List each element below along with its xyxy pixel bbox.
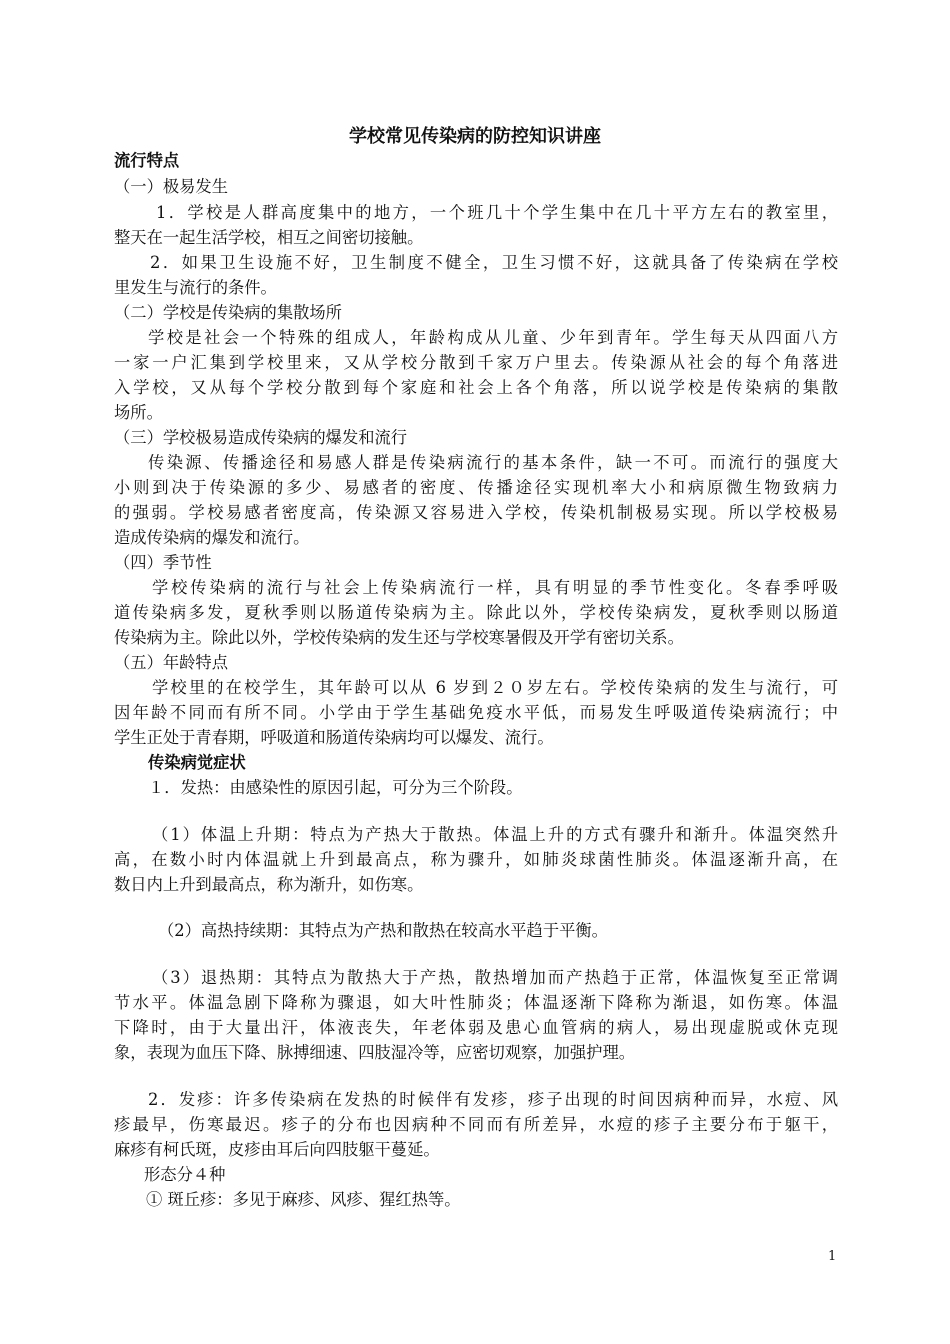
paragraph-line: ① 斑丘疹：多见于麻疹、风疹、猩红热等。	[146, 1190, 461, 1209]
paragraph-line: 小则到决于传染源的多少、易感者的密度、传播途径实现机率大小和病原微生物致病力	[114, 478, 838, 497]
page-number: 1	[828, 1249, 837, 1264]
paragraph-line: 里发生与流行的条件。	[114, 278, 277, 297]
paragraph-line: 场所。	[114, 403, 163, 422]
paragraph-line: 下降时，由于大量出汗，体液丧失，年老体弱及患心血管病的病人，易出现虚脱或休克现	[114, 1018, 838, 1037]
subheading: （五）年龄特点	[114, 653, 228, 672]
paragraph-line: 2．如果卫生设施不好，卫生制度不健全，卫生习惯不好，这就具备了传染病在学校	[150, 253, 838, 272]
section-heading: 流行特点	[114, 151, 180, 170]
paragraph-line: 传染病为主。除此以外，学校传染病的发生还与学校寒暑假及开学有密切关系。	[114, 628, 684, 647]
subheading: （四）季节性	[114, 553, 212, 572]
paragraph-line: （3）退热期：其特点为散热大于产热，散热增加而产热趋于正常，体温恢复至正常调	[152, 968, 838, 987]
paragraph-line: 学校传染病的流行与社会上传染病流行一样，具有明显的季节性变化。冬春季呼吸	[152, 578, 838, 597]
document-title: 学校常见传染病的防控知识讲座	[349, 126, 601, 147]
paragraph-line: 入学校，又从每个学校分散到每个家庭和社会上各个角落，所以说学校是传染病的集散	[114, 378, 838, 397]
paragraph-line: 学校是社会一个特殊的组成人，年龄构成从儿童、少年到青年。学生每天从四面八方	[148, 328, 838, 347]
subheading: （二）学校是传染病的集散场所	[114, 303, 342, 322]
paragraph-line: 象，表现为血压下降、脉搏细速、四肢湿冷等，应密切观察，加强护理。	[114, 1043, 636, 1062]
paragraph-line: 的强弱。学校易感者密度高，传染源又容易进入学校，传染机制极易实现。所以学校极易	[114, 503, 838, 522]
paragraph-line: （1）体温上升期：特点为产热大于散热。体温上升的方式有骤升和渐升。体温突然升	[152, 825, 838, 844]
paragraph-line: 学生正处于青春期，呼吸道和肠道传染病均可以爆发、流行。	[114, 728, 554, 747]
paragraph-line: 麻疹有柯氏斑，皮疹由耳后向四肢躯干蔓延。	[114, 1140, 440, 1159]
paragraph-line: 学校里的在校学生，其年龄可以从 6 岁到２０岁左右。学校传染病的发生与流行，可	[152, 678, 838, 697]
paragraph-line: （2）高热持续期：其特点为产热和散热在较高水平趋于平衡。	[158, 921, 608, 940]
paragraph-line: 形态分４种	[144, 1165, 226, 1184]
paragraph-line: 一家一户汇集到学校里来，又从学校分散到千家万户里去。传染源从社会的每个角落进	[114, 353, 838, 372]
paragraph-line: １．发热：由感染性的原因引起，可分为三个阶段。	[148, 778, 523, 797]
paragraph-line: 1．学校是人群高度集中的地方，一个班几十个学生集中在几十平方左右的教室里，	[156, 203, 838, 222]
subheading: （一）极易发生	[114, 177, 228, 196]
paragraph-line: 疹最早，伤寒最迟。疹子的分布也因病种不同而有所差异，水痘的疹子主要分布于躯干，	[114, 1115, 838, 1134]
paragraph-line: 传染源、传播途径和易感人群是传染病流行的基本条件，缺一不可。而流行的强度大	[148, 453, 838, 472]
paragraph-line: 高，在数小时内体温就上升到最高点，称为骤升，如肺炎球菌性肺炎。体温逐渐升高，在	[114, 850, 838, 869]
paragraph-line: 整天在一起生活学校，相互之间密切接触。	[114, 228, 424, 247]
paragraph-line: 2．发疹：许多传染病在发热的时候伴有发疹，疹子出现的时间因病种而异，水痘、风	[148, 1090, 838, 1109]
paragraph-line: 节水平。体温急剧下降称为骤退，如大叶性肺炎；体温逐渐下降称为渐退，如伤寒。体温	[114, 993, 838, 1012]
section-heading: 传染病觉症状	[148, 753, 246, 772]
paragraph-line: 道传染病多发，夏秋季则以肠道传染病为主。除此以外，学校传染病发，夏秋季则以肠道	[114, 603, 838, 622]
subheading: （三）学校极易造成传染病的爆发和流行	[114, 428, 408, 447]
paragraph-line: 因年龄不同而有所不同。小学由于学生基础免疫水平低，而易发生呼吸道传染病流行；中	[114, 703, 838, 722]
paragraph-line: 数日内上升到最高点，称为渐升，如伤寒。	[114, 875, 424, 894]
paragraph-line: 造成传染病的爆发和流行。	[114, 528, 310, 547]
